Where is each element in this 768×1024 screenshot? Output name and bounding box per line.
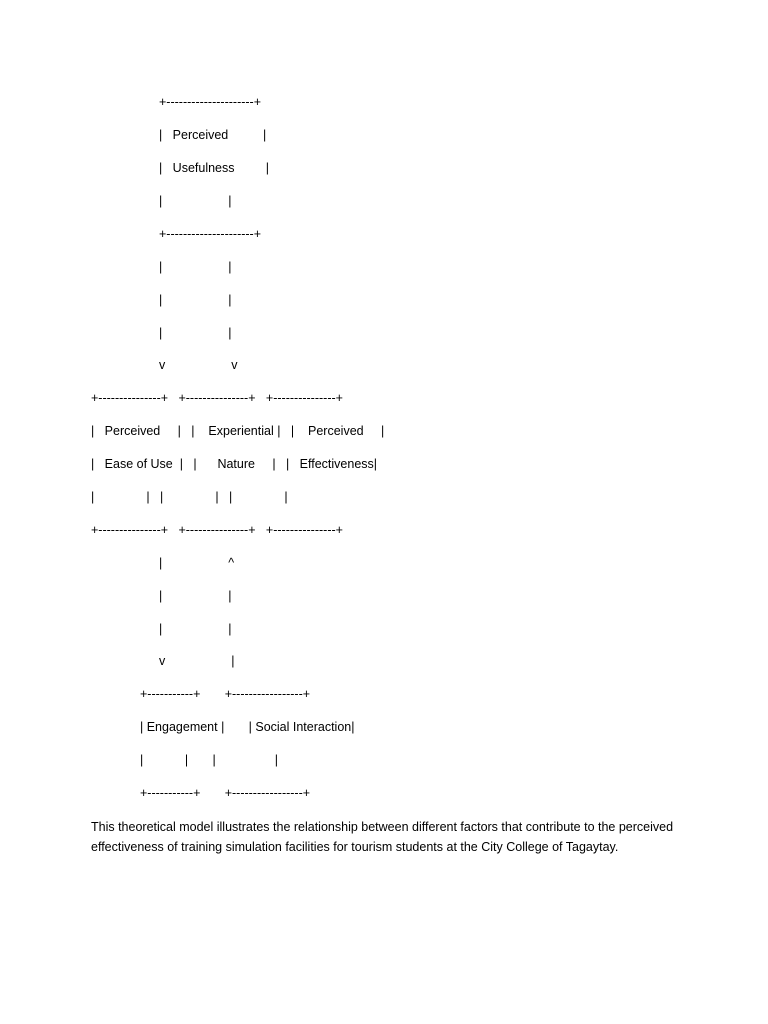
diagram-line: +---------------------+ — [159, 95, 262, 109]
diagram-line: +---------------+ +---------------+ +---------------+ — [91, 523, 343, 537]
diagram-line: | | — [159, 194, 232, 208]
diagram-line: +---------------------+ — [159, 227, 262, 241]
diagram-line: | | | | — [140, 753, 279, 767]
diagram-line: v v — [159, 358, 238, 372]
diagram-line: | | — [159, 326, 232, 340]
diagram-line: | | — [159, 293, 232, 307]
diagram-line: v | — [159, 654, 235, 668]
diagram-line: | | — [159, 589, 232, 603]
diagram-line: | Ease of Use | | Nature | | Effectiveness| — [91, 457, 378, 471]
diagram-line: | | | | | | — [91, 490, 288, 504]
diagram-line: +-----------+ +-----------------+ — [140, 786, 311, 800]
caption-paragraph: This theoretical model illustrates the relationship between different factors that contribute to the perceived effectiveness of training simulation facilities for tourism students at the City College of Tagaytay. — [91, 820, 674, 854]
diagram-line: +---------------+ +---------------+ +---------------+ — [91, 391, 343, 405]
diagram-line: | Usefulness | — [159, 161, 270, 175]
diagram-line: | Perceived | — [159, 128, 267, 142]
diagram-line: | | — [159, 260, 232, 274]
diagram-line: | ^ — [159, 556, 235, 570]
diagram-line: | Engagement | | Social Interaction| — [140, 720, 355, 734]
diagram-line: +-----------+ +-----------------+ — [140, 687, 311, 701]
diagram-line: | | — [159, 622, 232, 636]
diagram-line: | Perceived | | Experiential | | Perceived | — [91, 424, 385, 438]
